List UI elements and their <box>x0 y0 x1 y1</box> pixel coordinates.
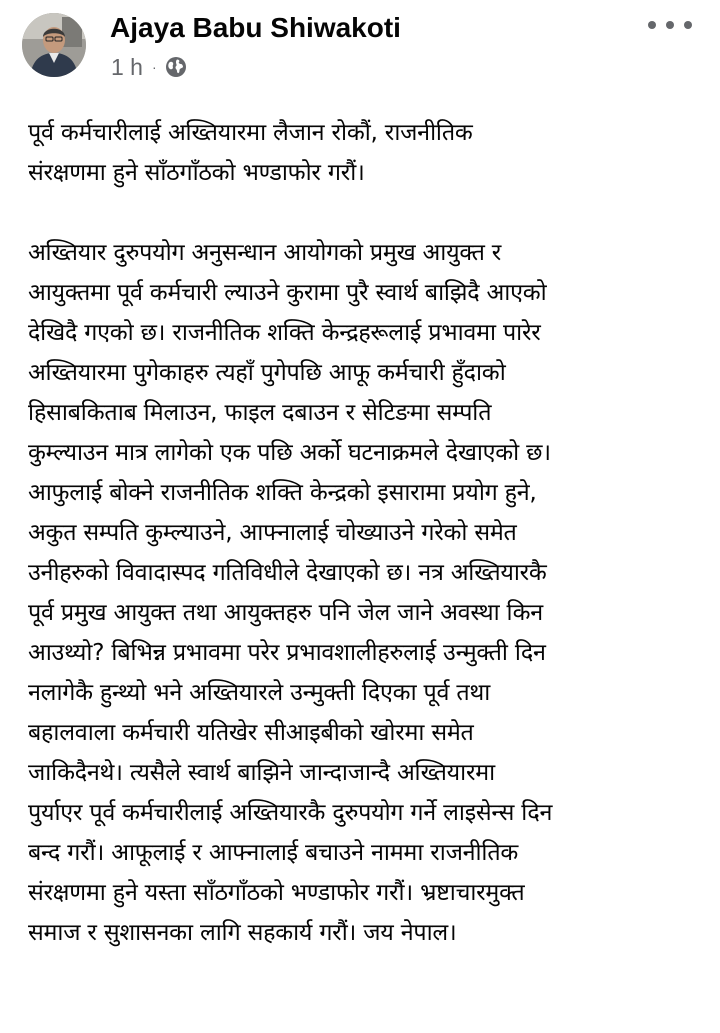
post-time[interactable]: 1 h <box>111 53 143 80</box>
more-dot <box>648 21 656 29</box>
more-options-icon[interactable] <box>648 10 692 40</box>
post-header <box>0 0 720 100</box>
post-paragraph-2: अख्तियार दुरुपयोग अनुसन्धान आयोगको प्रमुख आयुक्त र आयुक्तमा पूर्व कर्मचारी ल्याउने कुरामा पुरै स्वार्थ बाझिदै आएको देखिदै गएको छ। राजनीतिक शक्ति केन्द्रहरूलाई प्रभावमा पारेर अख्तियारमा पुगेकाहरु त्यहाँ पुगेपछि आफू कर्मचारी हुँदाको हिसाबकिताब मिलाउन, फाइल दबाउन र सेटिङमा सम्पति कुम्ल्याउन मात्र लागेको एक पछि अर्को घटनाक्रमले देखाएको छ। आफुलाई बोक्ने राजनीतिक शक्ति केन्द्रको इसारामा प्रयोग हुने, अकुत सम्पति कुम्ल्याउने, आफ्नालाई चोख्याउने गरेको समेत उनीहरुको विवादास्पद गतिविधीले देखाएको छ। नत्र अख्तियारकै पूर्व प्रमुख आयुक्त तथा आयुक्तहरु पनि जेल जाने अवस्था किन आउथ्यो? बिभिन्न प्रभावमा परेर प्रभावशालीहरुलाई उन्मुक्ती दिन नलागेकै हुन्थ्यो भने अख्तियारले उन्मुक्ती दिएका पूर्व तथा बहालवाला कर्मचारी यतिखेर सीआइबीको खोरमा समेत जाकिदैनथे। त्यसैले स्वार्थ बाझिने जान्दाजान्दै अख्तियारमा पुर्याएर पूर्व कर्मचारीलाई अख्तियारकै दुरुपयोग गर्ने लाइसेन्स दिन बन्द गरौं। आफूलाई र आफ्नालाई बचाउने नाममा राजनीतिक संरक्षणमा हुने यस्ता साँठगाँठको भण्डाफोर गरौं। भ्रष्टाचारमुक्त समाज र सुशासनका लागि सहकार्य गरौं। जय नेपाल। <box>28 239 553 946</box>
post-meta <box>111 52 187 82</box>
avatar-image <box>22 13 86 77</box>
more-dot <box>684 21 692 29</box>
post-paragraph-1: पूर्व कर्मचारीलाई अख्तियारमा लैजान रोकौं, राजनीतिक संरक्षणमा हुने साँठगाँठको भण्डाफोर गरौं। <box>28 119 473 186</box>
globe-icon[interactable] <box>165 56 187 78</box>
post-text <box>28 113 708 953</box>
avatar[interactable] <box>22 13 86 77</box>
more-dot <box>666 21 674 29</box>
author-name[interactable]: Ajaya Babu Shiwakoti <box>110 12 401 43</box>
meta-separator: · <box>151 59 157 75</box>
